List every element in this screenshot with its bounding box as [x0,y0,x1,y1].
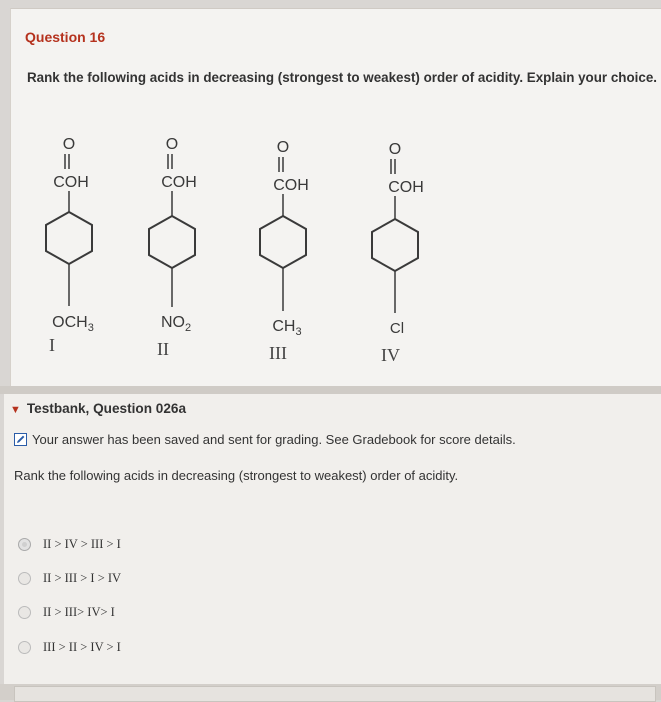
molecule-4-acid: COH [388,179,424,196]
molecule-3-acid: COH [273,177,309,194]
radio-button[interactable] [18,641,31,654]
question-text: Rank the following acids in decreasing (strongest to weakest) order of acidity. Explain your choice. [27,70,657,85]
radio-button[interactable] [18,572,31,585]
choice-3-label: II > III> IV> I [43,605,115,619]
molecule-2-acid: COH [161,174,197,191]
molecule-4 [372,141,424,337]
choice-4[interactable] [18,640,121,655]
molecule-3-carbonyl: O [276,139,290,156]
testbank-panel [4,394,661,684]
numeral-2: II [157,339,169,359]
molecule-2-substituent: $NO_2$ [160,314,192,334]
edit-pencil-icon [14,433,27,446]
molecule-1-acid: COH [53,174,89,191]
bottom-strip [0,684,661,700]
choice-3[interactable] [18,605,115,620]
testbank-header-label: Testbank, Question 026a [26,401,187,416]
panel-divider [0,386,661,394]
molecule-1-carbonyl: O [62,136,76,153]
numeral-4: IV [381,345,400,365]
saved-message [14,432,516,447]
question-title: Question 16 [25,29,106,45]
molecule-1 [46,136,94,334]
molecule-3 [260,139,309,338]
saved-message-text: Your answer has been saved and sent for grading. See Gradebook for score details. [32,432,516,447]
molecule-figure [11,9,661,387]
triangle-down-icon[interactable]: ▼ [10,404,21,416]
numeral-3: III [269,343,287,363]
testbank-header[interactable] [10,401,186,416]
radio-button-selected[interactable] [18,538,31,551]
answer-prompt: Rank the following acids in decreasing (strongest to weakest) order of acidity. [14,468,459,483]
molecule-4-carbonyl: O [388,141,402,158]
choice-1-label: II > IV > III > I [43,537,121,551]
choice-1[interactable] [18,537,121,552]
choice-4-label: III > II > IV > I [43,640,121,654]
numeral-1: I [49,335,55,355]
molecule-2 [149,136,197,334]
molecule-2-carbonyl: O [165,136,179,153]
question-panel [10,8,661,387]
choice-2[interactable] [18,571,121,586]
choice-2-label: II > III > I > IV [43,571,122,585]
radio-button[interactable] [18,606,31,619]
molecule-1-substituent: $OCH_3$ [52,314,94,334]
molecule-3-substituent: $CH_3$ [272,318,302,338]
molecule-4-substituent: Cl [389,320,405,337]
